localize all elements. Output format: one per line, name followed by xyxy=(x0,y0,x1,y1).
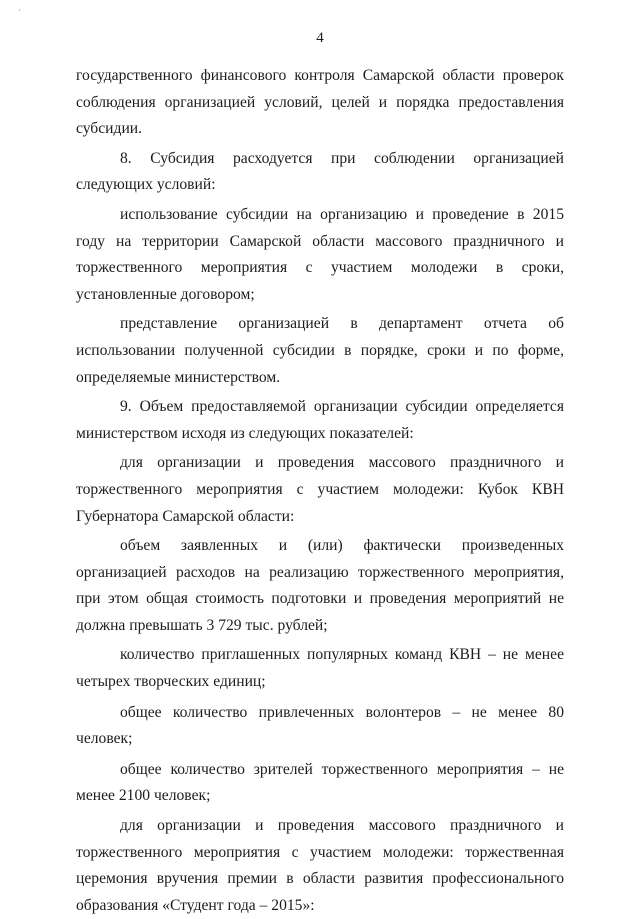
scan-mark: ˊ xyxy=(18,8,21,18)
paragraph-control-continuation: государственного финансового контроля Самарской области проверок соблюдения организацией условий, целей и порядка предоставления субсидии. xyxy=(76,67,564,138)
paragraph-student-of-year: для организации и проведения массового праздничного и торжественного мероприятия с участием молодежи: торжественная церемония вручения премии в области развития профессионального образования «Студент года – 2015»: xyxy=(76,817,564,914)
paragraph-kvn-teams: количество приглашенных популярных команд КВН – не менее четырех творческих единиц; xyxy=(76,646,564,691)
document-body xyxy=(76,63,564,919)
page-number: 4 xyxy=(316,30,324,46)
paragraph-volunteers: общее количество привлеченных волонтеров – не менее 80 человек; xyxy=(76,703,564,748)
paragraph-expenses: объем заявленных и (или) фактически произведенных организацией расходов на реализацию торжественного мероприятия, при этом общая стоимость подготовки и проведения мероприятий не должна превышать 3 729 тыс. рублей; xyxy=(76,537,564,634)
paragraph-spectators: общее количество зрителей торжественного мероприятия – не менее 2100 человек; xyxy=(76,760,564,805)
paragraph-item-8: 8. Субсидия расходуется при соблюдении организацией следующих условий: xyxy=(76,149,564,194)
paragraph-item-9: 9. Объем предоставляемой организации субсидии определяется министерством исходя из следующих показателей: xyxy=(76,398,564,442)
paragraph-kvn-cup: для организации и проведения массового праздничного и торжественного мероприятия с участием молодежи: Кубок КВН Губернатора Самарской области: xyxy=(76,454,564,525)
paragraph-condition-usage: использование субсидии на организацию и проведение в 2015 году на территории Самарской области массового праздничного и торжественного мероприятия с участием молодежи в сроки, установленные договором; xyxy=(76,205,564,303)
paragraph-condition-report: представление организацией в департамент отчета об использовании полученной субсидии в порядке, сроки и по форме, определяемые министерством. xyxy=(76,315,564,386)
